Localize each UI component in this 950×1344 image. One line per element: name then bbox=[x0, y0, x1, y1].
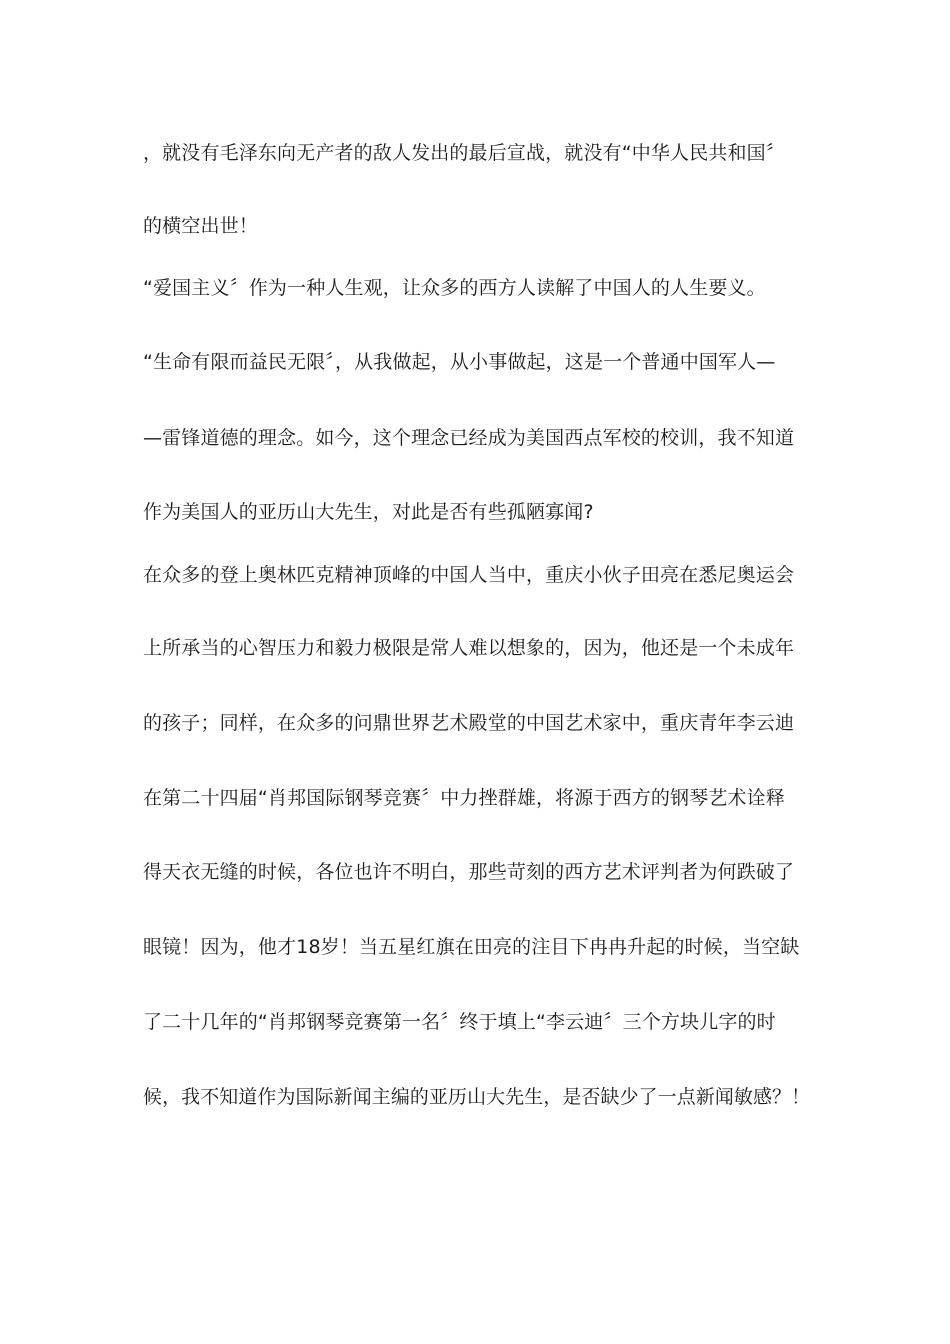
text-line: —雷锋道德的理念。如今，这个理念已经成为美国西点军校的校训，我不知道 bbox=[143, 427, 795, 449]
text-line: 的横空出世！ bbox=[143, 215, 258, 237]
text-line: 候，我不知道作为国际新闻主编的亚历山大先生，是否缺少了一点新闻敏感？！ bbox=[143, 1086, 811, 1108]
text-line: 在众多的登上奥林匹克精神顶峰的中国人当中，重庆小伙子田亮在悉尼奥运会 bbox=[143, 564, 795, 586]
text-line: 了二十几年的“肖邦钢琴竞赛第一名〞终于填上“李云迪〞三个方块儿字的时 bbox=[143, 1011, 776, 1033]
text-line: 得天衣无缝的时候，各位也许不明白，那些苛刻的西方艺术评判者为何跌破了 bbox=[143, 861, 795, 883]
text-line: 在第二十四届“肖邦国际钢琴竞赛〞中力挫群雄，将源于西方的钢琴艺术诠释 bbox=[143, 787, 785, 809]
text-line: “生命有限而益民无限〞，从我做起，从小事做起，这是一个普通中国军人— bbox=[143, 351, 776, 373]
text-line: ，就没有毛泽东向无产者的敌人发出的最后宣战，就没有“中华人民共和国〞 bbox=[143, 142, 785, 164]
text-line: 作为美国人的亚历山大先生，对此是否有些孤陋寡闻? bbox=[143, 501, 594, 523]
text-line: 上所承当的心智压力和毅力极限是常人难以想象的，因为，他还是一个未成年 bbox=[143, 637, 795, 659]
text-line: 眼镜！因为，他才18岁！当五星红旗在田亮的注目下冉冉升起的时候，当空缺 bbox=[143, 936, 800, 958]
text-line: 的孩子；同样，在众多的问鼎世界艺术殿堂的中国艺术家中，重庆青年李云迪 bbox=[143, 712, 795, 734]
text-line: “爱国主义〞作为一种人生观，让众多的西方人读解了中国人的人生要义。 bbox=[143, 277, 766, 299]
